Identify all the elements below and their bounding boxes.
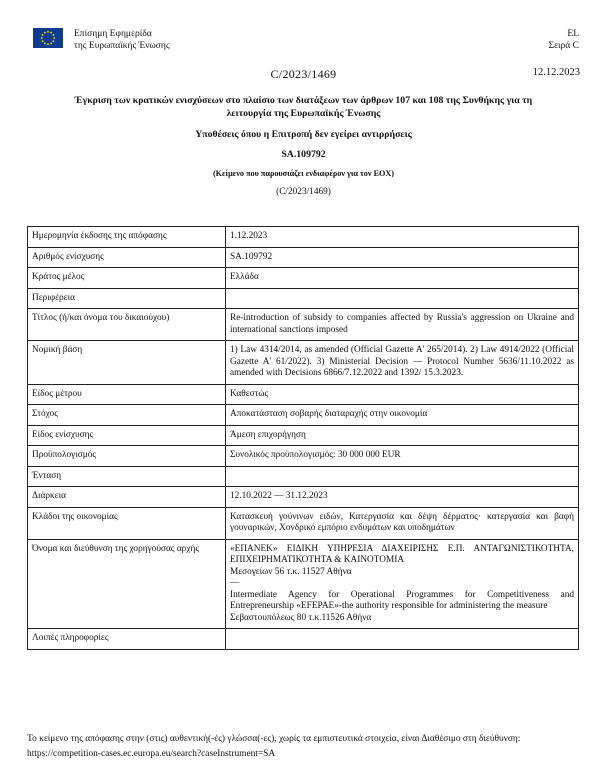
flag-star-icon xyxy=(50,32,52,34)
title-block xyxy=(72,95,535,197)
publication-line-1: Επίσημη Εφημερίδα xyxy=(74,29,152,39)
flag-star-icon xyxy=(52,34,54,36)
table-row xyxy=(28,507,579,539)
row-label: Νομική βάση xyxy=(28,341,226,385)
flag-star-icon xyxy=(47,31,49,33)
row-label: Όνομα και διεύθυνση της χορηγούσας αρχής xyxy=(28,539,226,629)
flag-star-icon xyxy=(42,40,44,42)
table-row xyxy=(28,288,579,309)
row-value xyxy=(226,288,579,309)
row-label: Αριθμός ενίσχυσης xyxy=(28,247,226,268)
table-row xyxy=(28,629,579,650)
table-row xyxy=(28,487,579,508)
flag-star-icon xyxy=(53,37,55,39)
footer-note xyxy=(27,732,579,762)
flag-star-icon xyxy=(50,42,52,44)
flag-star-icon xyxy=(52,40,54,42)
language-code: EL xyxy=(567,29,579,39)
row-value: Συνολικός προϋπολογισμός: 30 000 000 EUR xyxy=(226,446,579,467)
row-label: Είδος ενίσχυσης xyxy=(28,425,226,446)
row-value: 1.12.2023 xyxy=(226,227,579,248)
footer-text: Το κείμενο της απόφασης στην (στις) αυθεντική(-ές) γλώσσα(-ες), χωρίς τα εμπιστευτικά στοιχεία, είναι Διαθέσιμο στη διεύθυνση: xyxy=(27,734,521,744)
row-value: Αποκατάσταση σοβαρής διαταραχής στην οικονομία xyxy=(226,405,579,426)
case-number: SA.109792 xyxy=(281,149,326,160)
series-label: Σειρά C xyxy=(548,41,579,51)
row-value: Re-introduction of subsidy to companies affected by Russia's aggression on Ukraine and international sanctions imposed xyxy=(226,309,579,341)
eu-flag-icon xyxy=(33,28,63,48)
publication-name xyxy=(74,28,170,52)
flag-star-icon xyxy=(47,43,49,45)
value-line: Intermediate Agency for Operational Programmes for Competitiveness and Entrepreneurship «EFEPAE»-the authority responsible for administering the measure xyxy=(230,589,574,611)
decision-table xyxy=(27,226,579,650)
table-row xyxy=(28,247,579,268)
main-title: Έγκριση των κρατικών ενισχύσεων στο πλαίσιο των διατάξεων των άρθρων 107 και 108 της Συνθήκης για τη λειτουργία της Ευρωπαϊκής Ένωσης xyxy=(74,95,533,119)
value-line: «ΕΠΑΝΕΚ» ΕΙΔΙΚΗ ΥΠΗΡΕΣΙΑ ΔΙΑΧΕΙΡΙΣΗΣ Ε.Π. ΑΝΤΑΓΩΝΙΣΤΙΚΟΤΗΤΑ, ΕΠΙΧΕΙΡΗΜΑΤΙΚΟΤΗΤΑ & ΚΑΙΝΟΤΟΜΙΑ xyxy=(230,543,574,565)
row-value xyxy=(226,539,579,629)
table-row xyxy=(28,268,579,289)
document-number: C/2023/1469 xyxy=(270,67,337,81)
flag-star-icon xyxy=(42,34,44,36)
publication-line-2: της Ευρωπαϊκής Ένωσης xyxy=(74,41,170,51)
value-line: — xyxy=(230,578,240,588)
row-label: Περιφέρεια xyxy=(28,288,226,309)
flag-star-icon xyxy=(44,42,46,44)
row-label: Τίτλος (ή/και όνομα του δικαιούχου) xyxy=(28,309,226,341)
row-value: 12.10.2022 — 31.12.2023 xyxy=(226,487,579,508)
footer-url[interactable]: https://competition-cases.ec.europa.eu/search?caseInstrument=SA xyxy=(27,749,276,759)
reference: (C/2023/1469) xyxy=(276,187,331,197)
row-value: 1) Law 4314/2014, as amended (Official Gazette A' 265/2014). 2) Law 4914/2022 (Official Gazette A' 61/2022). 3) Ministerial Decision — Protocol Number 5636/11.10.2022 as amended with Decisions 6866/7.12.2022 and 1392/ 15.3.2023. xyxy=(226,341,579,385)
table-row xyxy=(28,425,579,446)
value-line: Σεβαστουπόλεως 80 τ.κ.11526 Αθήνα xyxy=(230,612,372,623)
subtitle: Υποθέσεις όπου η Επιτροπή δεν εγείρει αντιρρήσεις xyxy=(195,129,412,140)
row-label: Προϋπολογισμός xyxy=(28,446,226,467)
row-value: Άμεση επιχορήγηση xyxy=(226,425,579,446)
table-row xyxy=(28,539,579,629)
row-label: Είδος μέτρου xyxy=(28,384,226,405)
row-value: Ελλάδα xyxy=(226,268,579,289)
row-value: SA.109792 xyxy=(226,247,579,268)
table-row xyxy=(28,446,579,467)
flag-star-icon xyxy=(44,32,46,34)
flag-star-icon xyxy=(41,37,43,39)
row-label: Κράτος μέλος xyxy=(28,268,226,289)
row-label: Διάρκεια xyxy=(28,487,226,508)
table-row xyxy=(28,466,579,487)
row-label: Στόχος xyxy=(28,405,226,426)
table-row xyxy=(28,227,579,248)
value-line: Μεσογείων 56 τ.κ. 11527 Αθήνα xyxy=(230,566,352,577)
table-row xyxy=(28,384,579,405)
table-row xyxy=(28,309,579,341)
language-series xyxy=(548,28,579,52)
eea-note: (Κείμενο που παρουσιάζει ενδιαφέρον για τον ΕΟΧ) xyxy=(212,169,395,178)
row-label: Κλάδοι της οικονομίας xyxy=(28,507,226,539)
row-label: Ένταση xyxy=(28,466,226,487)
page-header xyxy=(0,0,607,60)
row-value: Καθεστώς xyxy=(226,384,579,405)
table-row xyxy=(28,341,579,385)
table-row xyxy=(28,405,579,426)
row-value: Κατασκευή γούνινων ειδών, Κατεργασία και δέψη δέρματος· κατεργασία και βαφή γουναρικών, Χονδρικό εμπόριο ενδυμάτων και υποδημάτων xyxy=(226,507,579,539)
row-value xyxy=(226,629,579,650)
row-label: Ημερομηνία έκδοσης της απόφασης xyxy=(28,227,226,248)
publication-date: 12.12.2023 xyxy=(532,67,580,78)
row-value xyxy=(226,466,579,487)
row-label: Λοιπές πληροφορίες xyxy=(28,629,226,650)
